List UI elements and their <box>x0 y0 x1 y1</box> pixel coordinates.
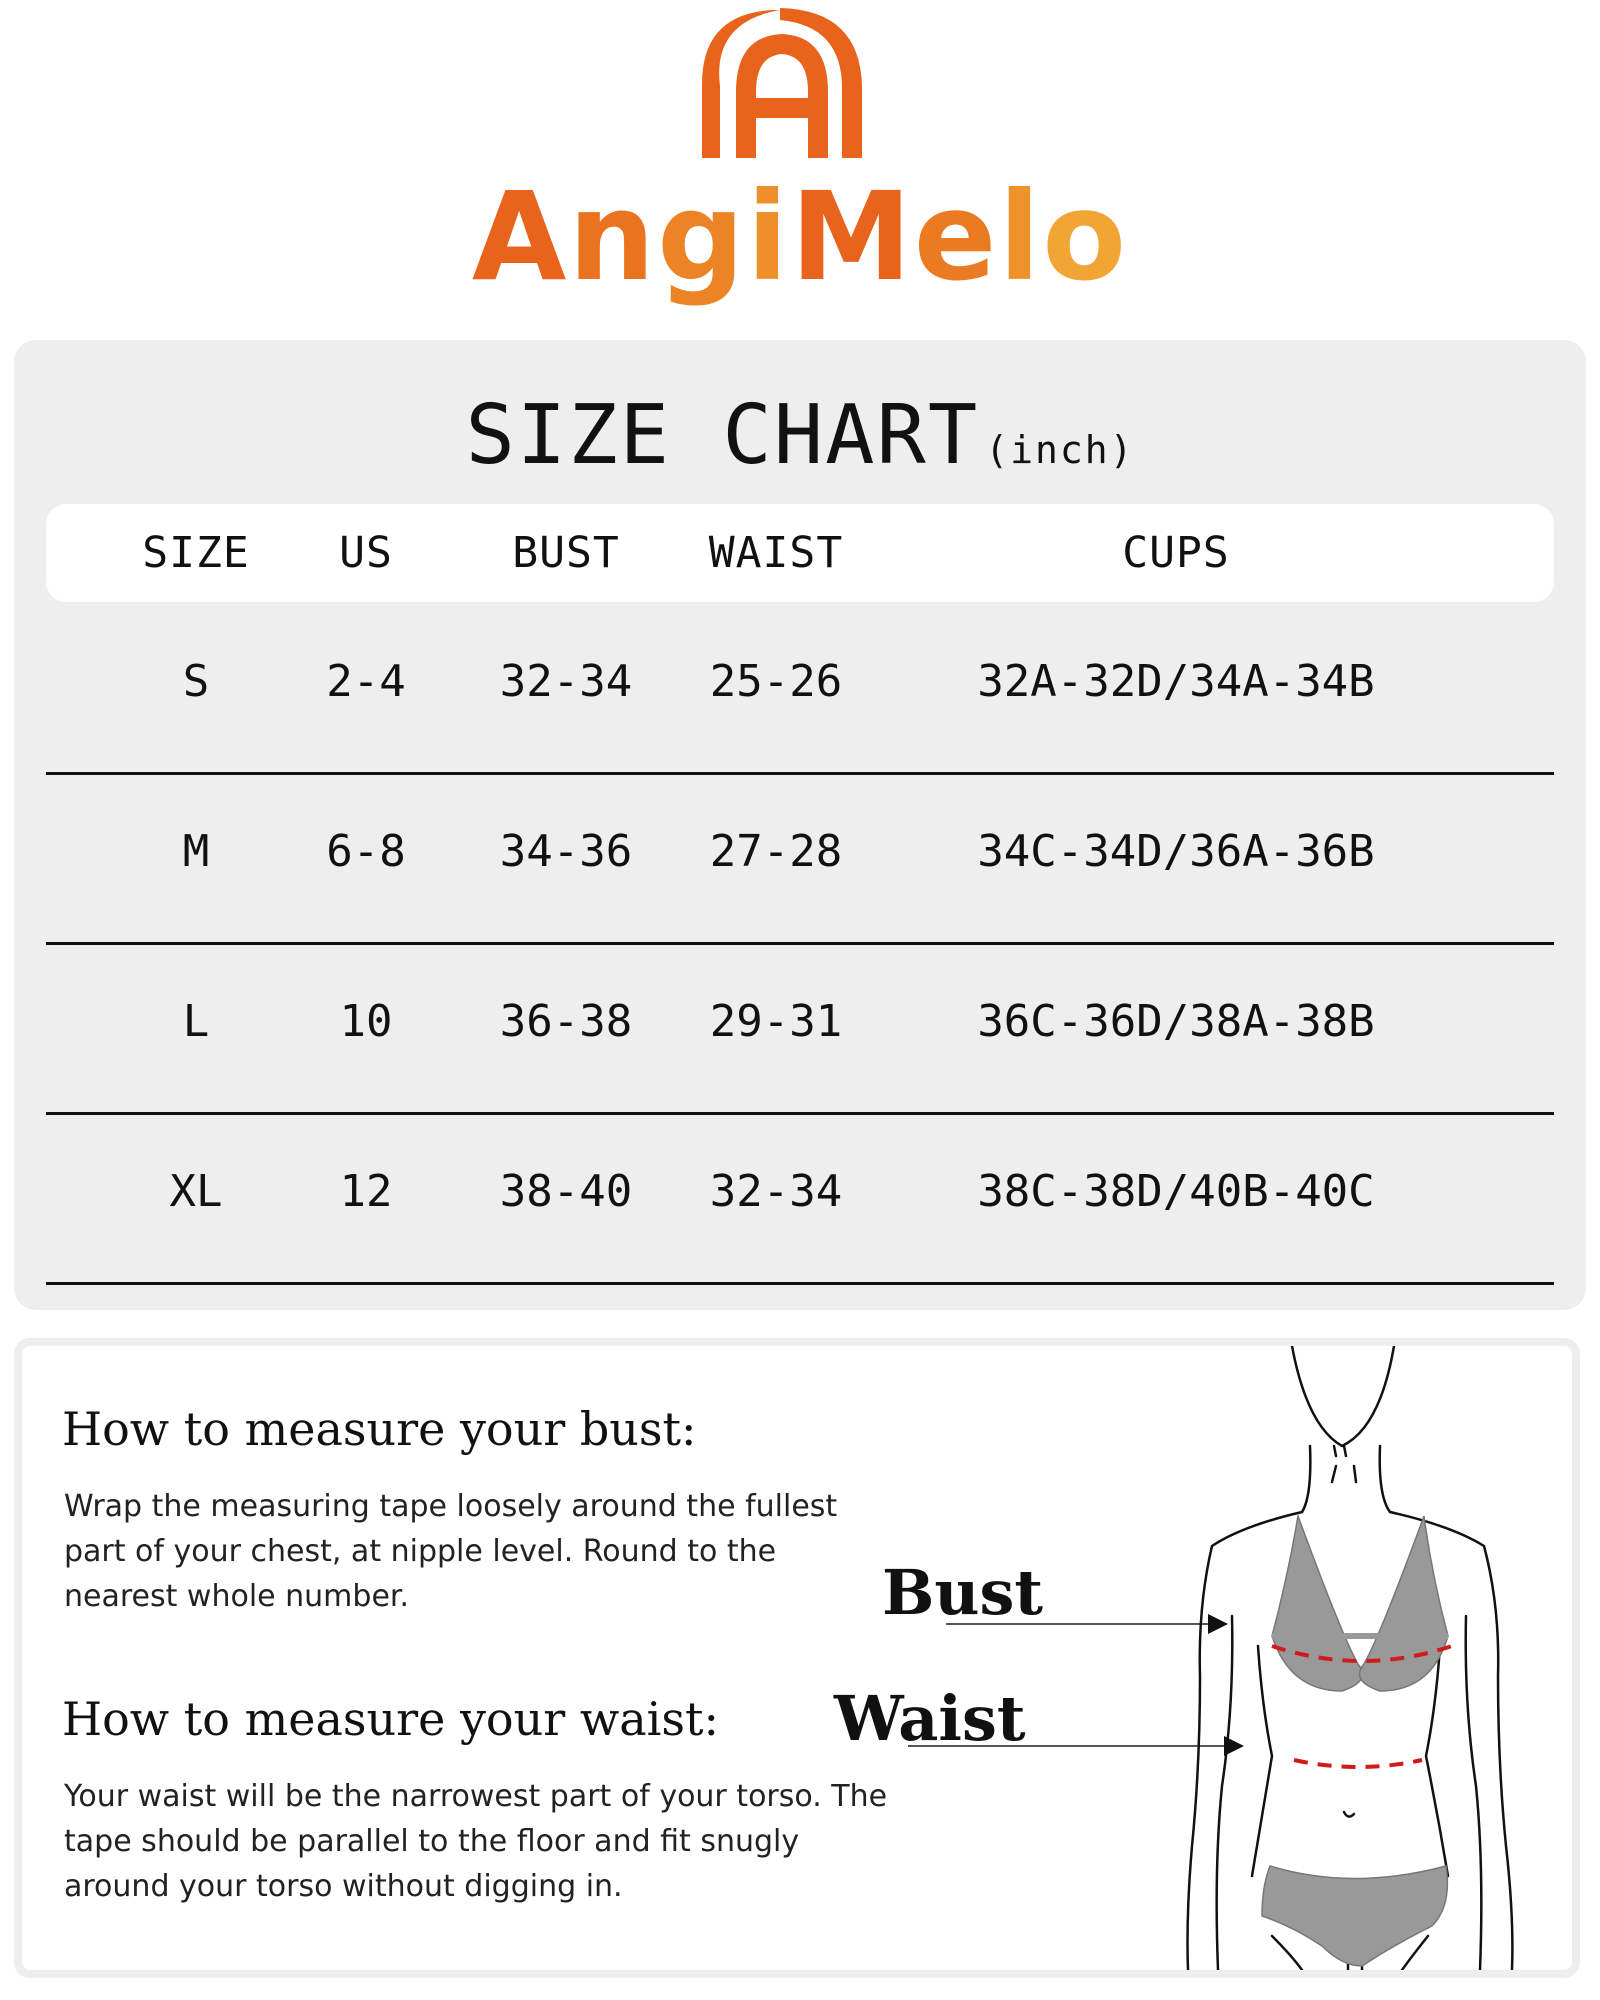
header-size: SIZE <box>142 528 250 578</box>
cell-cups: 32A-32D/34A-34B <box>977 656 1375 707</box>
waist-tape-line <box>1294 1760 1422 1767</box>
cell-us: 2-4 <box>326 656 406 707</box>
table-row <box>46 602 1554 775</box>
chart-title <box>14 388 1586 483</box>
cell-bust: 32-34 <box>499 656 633 707</box>
cell-waist: 27-28 <box>709 826 843 877</box>
cell-size: XL <box>169 1166 223 1217</box>
arch-logo-icon <box>700 6 864 158</box>
bra-garment-icon <box>1272 1516 1448 1691</box>
brand-letter: e <box>913 166 999 308</box>
cell-bust: 36-38 <box>499 996 633 1047</box>
waist-instructions: Your waist will be the narrowest part of your torso. The tape should be parallel to the floor and fit snugly around your torso without digging in. <box>64 1779 888 1904</box>
cell-bust: 34-36 <box>499 826 633 877</box>
cell-size: M <box>182 826 210 877</box>
cell-size: S <box>182 656 210 707</box>
brand-letter: A <box>471 166 569 308</box>
brand-letter: g <box>657 166 747 308</box>
cell-size: L <box>182 996 210 1047</box>
brand-wordmark <box>0 166 1600 308</box>
size-chart-panel <box>14 340 1586 1310</box>
body-figure-illustration <box>1122 1346 1580 1970</box>
waist-label: Waist <box>834 1682 1026 1755</box>
cell-waist: 32-34 <box>709 1166 843 1217</box>
header-waist: WAIST <box>708 528 844 578</box>
table-header-row <box>46 504 1554 602</box>
table-row <box>46 942 1554 1115</box>
bust-label: Bust <box>882 1556 1044 1629</box>
cell-cups: 36C-36D/38A-38B <box>977 996 1375 1047</box>
brand-letter: M <box>790 166 914 308</box>
chart-title-text: SIZE CHART <box>465 388 980 483</box>
cell-us: 6-8 <box>326 826 406 877</box>
brand-letter: o <box>1042 166 1129 308</box>
chart-unit: (inch) <box>985 428 1135 472</box>
bust-heading: How to measure your bust: <box>62 1402 697 1456</box>
header-bust: BUST <box>512 528 620 578</box>
cell-bust: 38-40 <box>499 1166 633 1217</box>
waist-heading: How to measure your waist: <box>62 1692 719 1746</box>
cell-us: 10 <box>339 996 393 1047</box>
cell-us: 12 <box>339 1166 393 1217</box>
bust-instructions: Wrap the measuring tape loosely around the fullest part of your chest, at nipple level. Round to the nearest whole number. <box>64 1489 838 1614</box>
header-us: US <box>339 528 393 578</box>
header-cups: CUPS <box>1122 528 1230 578</box>
briefs-garment-icon <box>1262 1866 1447 1966</box>
cell-cups: 34C-34D/36A-36B <box>977 826 1375 877</box>
brand-logo <box>0 0 1600 330</box>
brand-letter: l <box>998 166 1043 308</box>
measure-guide-panel <box>14 1338 1580 1978</box>
table-row <box>46 772 1554 945</box>
cell-waist: 29-31 <box>709 996 843 1047</box>
brand-letter: n <box>568 166 658 308</box>
cell-waist: 25-26 <box>709 656 843 707</box>
brand-letter: i <box>746 166 791 308</box>
cell-cups: 38C-38D/40B-40C <box>977 1166 1375 1217</box>
table-row <box>46 1112 1554 1285</box>
